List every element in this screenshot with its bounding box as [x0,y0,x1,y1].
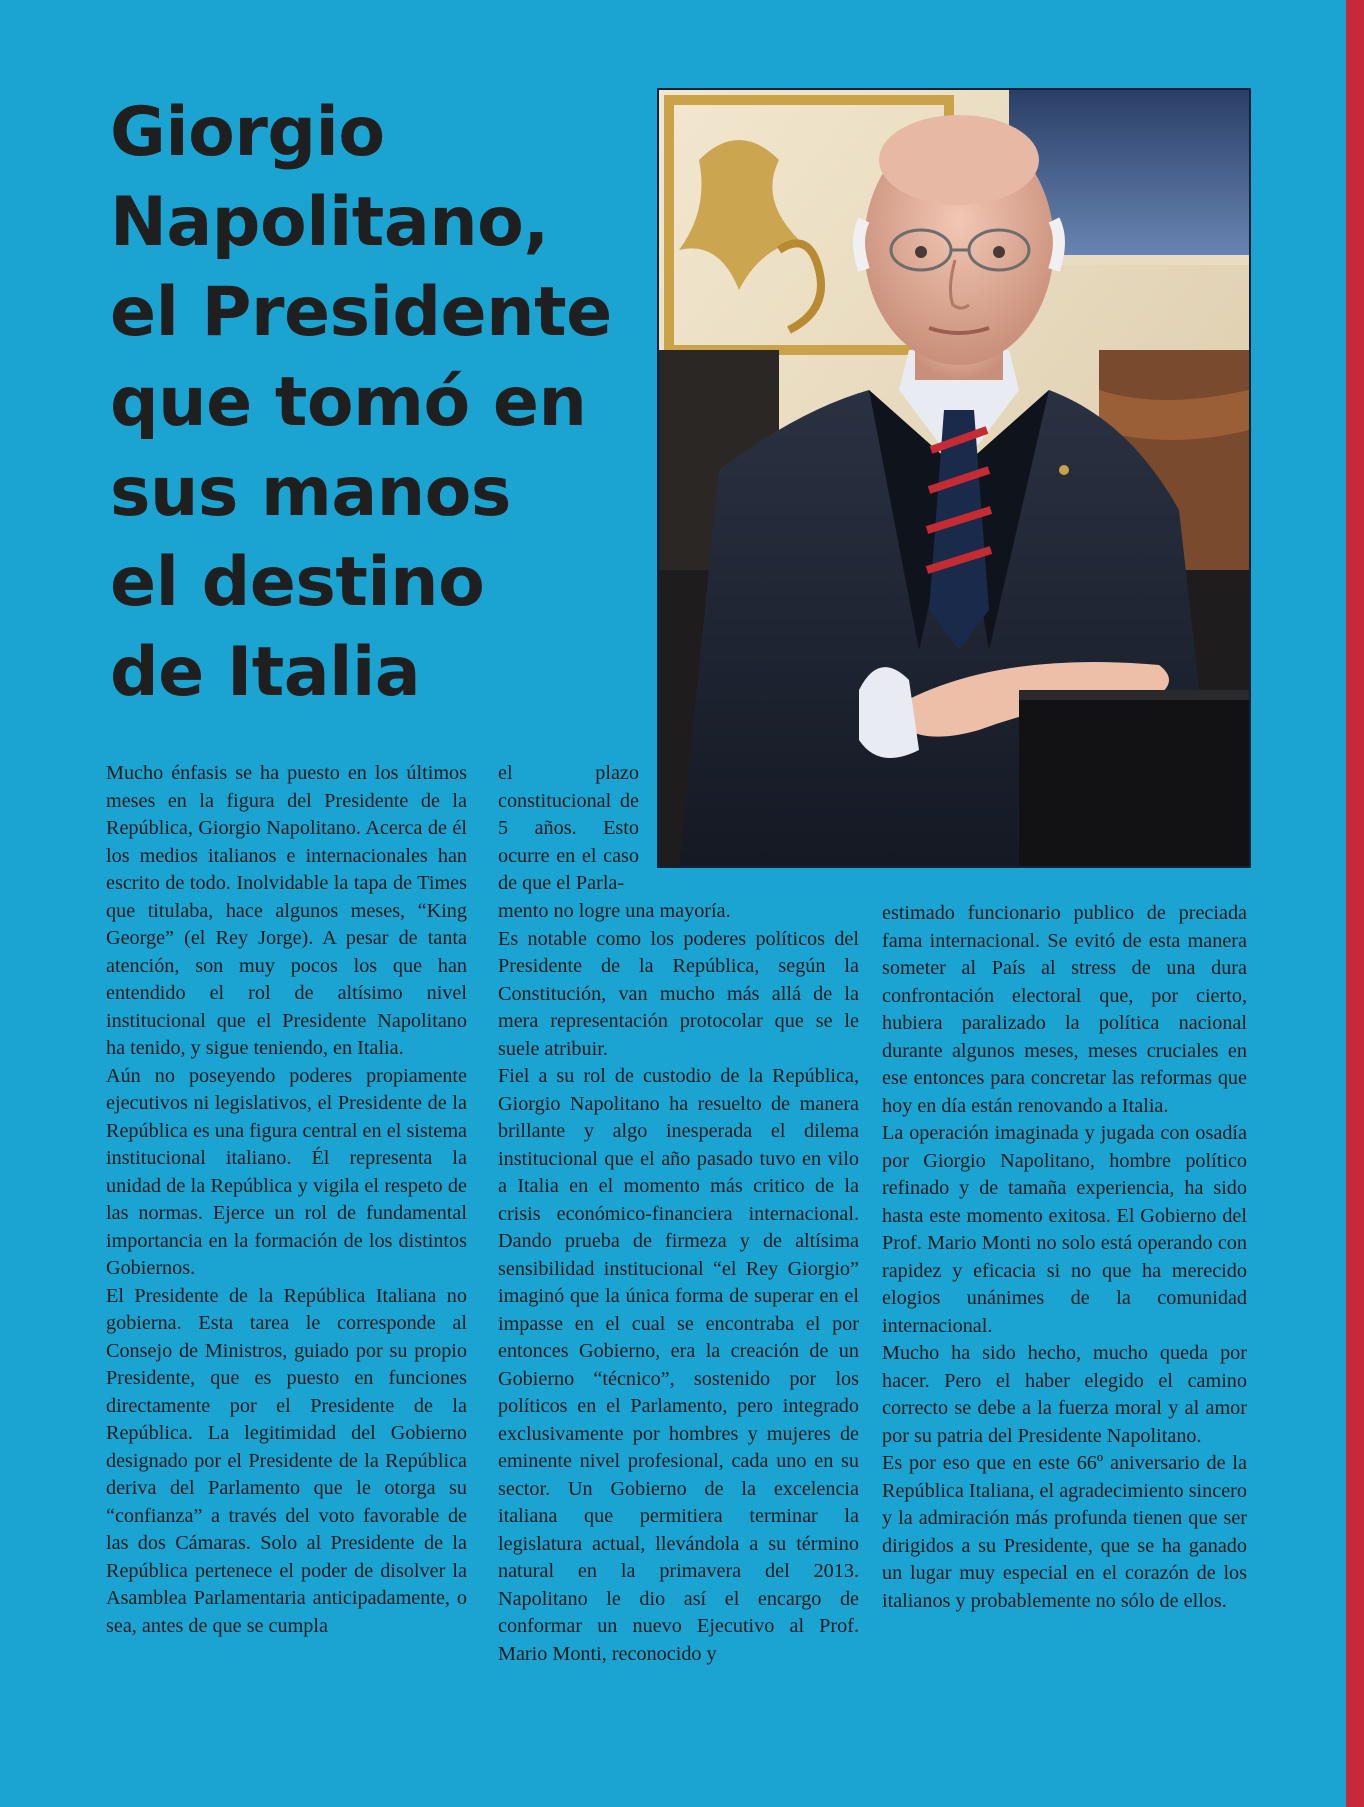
portrait-photo [657,88,1251,868]
body-paragraph: Mucho énfasis se ha puesto en los últimos meses en la figura del Presidente de la República, Giorgio Napolitano. Acerca de él los medios italianos e internacionales han escrito de todo. Inolvidable la tapa de Times que titulaba, hace algunos meses, “King George” (el Rey Jorge). A pesar de tanta atención, son muy pocos los que han entendido el rol de altísimo nivel institucional que el Presidente Napolitano ha tenido, y sigue teniendo, en Italia. [106,762,467,1059]
article-column-3 [882,900,1247,1615]
title-line: Giorgio [110,93,385,172]
side-accent-bar [1346,0,1364,1807]
body-paragraph: Es notable como los poderes políticos del Presidente de la República, según la Constitución, van mucho más allá de la mera representación protocolar que se le suele atribuir. [498,927,859,1060]
body-paragraph: El Presidente de la República Italiana no gobierna. Esta tarea le corresponde al Consejo de Ministros, guiado por su propio Presidente, que es puesto en funciones directamente por el Presidente de la República. La legitimidad del Gobierno designado por el Presidente de la República deriva del Parlamento que le otorga su “confianza” a través del voto favorable de las dos Cámaras. Solo al Presidente de la República pertenece el poder de disolver la Asamblea Parlamentaria anticipadamente, o sea, antes de que se cumpla [106,1284,467,1637]
article-column-2 [498,898,859,1668]
title-line: de Italia [110,633,421,712]
title-line: el Presidente [110,273,612,352]
body-paragraph: Aún no poseyendo poderes propiamente ejecutivos ni legislativos, el Presidente de la República es una figura central en el sistema institucional italiano. Él representa la unidad de la República y vigila el respeto de las normas. Ejerce un rol de fundamental importancia en la formación de los distintos Gobiernos. [106,1064,467,1279]
body-paragraph: mento no logre una mayoría. [498,900,731,922]
title-line: sus manos [110,453,511,532]
body-paragraph: La operación imaginada y jugada con osadía por Giorgio Napolitano, hombre político refinado y de tamaña experiencia, ha sido hasta este momento exitosa. El Gobierno del Prof. Mario Monti no solo está operando con rapidez y eficacia si no que ha merecido elogios unánimes de la comunidad internacional. [882,1122,1247,1337]
body-paragraph: estimado funcionario publico de preciada fama internacional. Se evitó de esta manera someter al País al stress de una dura confrontación electoral que, por cierto, hubiera paralizado la política nacional durante algunos meses, meses cruciales en ese entonces para concretar las reformas que hoy en día están renovando a Italia. [882,902,1247,1117]
body-paragraph: Mucho ha sido hecho, mucho queda por hacer. Pero el haber elegido el camino correcto se debe a la fuerza moral y al amor por su patria del Presidente Napolitano. [882,1342,1247,1447]
title-line: Napolitano, [110,183,549,262]
article-column-1 [106,760,467,1640]
title-line: el destino [110,543,485,622]
portrait-illustration [659,90,1249,866]
body-paragraph: Fiel a su rol de custodio de la República, Giorgio Napolitano ha resuelto de manera brillante y algo inesperada el dilema institucional que el año pasado tuvo en vilo a Italia en el momento más critico de la crisis económico-financiera internacional. Dando prueba de firmeza y de altísima sensibilidad institucional “el Rey Giorgio” imaginó que la única forma de superar en el impasse en el cual se encontraba el por entonces Gobierno, era la creación de un Gobierno “técnico”, sostenido por los políticos en el Parlamento, pero integrado exclusivamente por hombres y mujeres de eminente nivel profesional, cada uno en su sector. Un Gobierno de la excelencia italiana que permitiera terminar la legislatura actual, llevándola a su término natural en la primavera del 2013. Napolitano le dio así el encargo de conformar un nuevo Ejecutivo al Prof. Mario Monti, reconocido y [498,1065,859,1665]
body-paragraph: Es por eso que en este 66º aniversario de la República Italiana, el agradecimiento sincero y la admiración más profunda tienen que ser dirigidos a su Presidente, que se ha ganado un lugar muy especial en el corazón de los italianos y probablemente no sólo de ellos. [882,1452,1247,1612]
title-line: que tomó en [110,363,587,442]
body-paragraph: el plazo constitucional de 5 años. Esto ocurre en el caso de que el Parla- [498,762,639,894]
article-column-2-narrow [498,760,639,898]
article-title [110,88,630,718]
